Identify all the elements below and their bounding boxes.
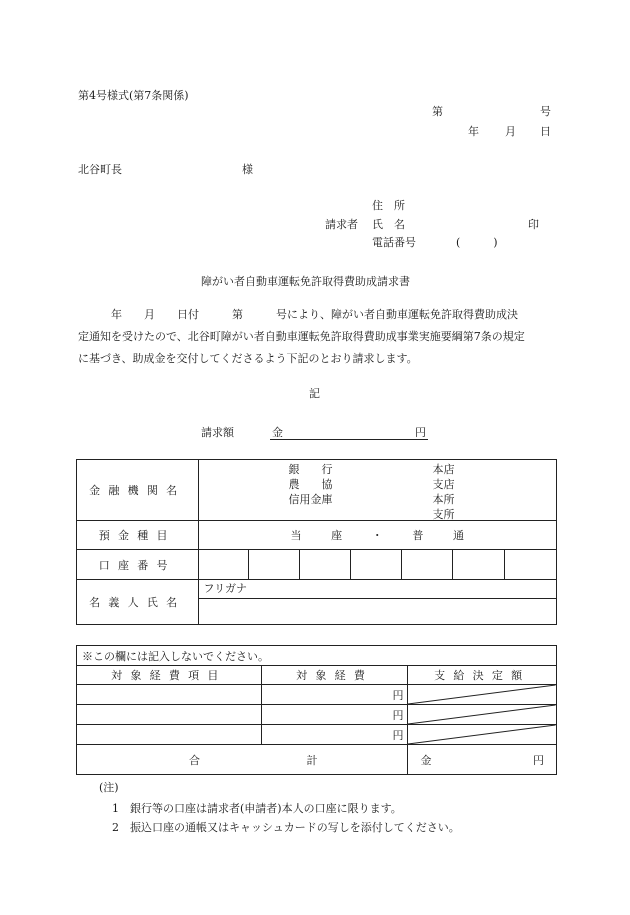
office-notice: ※この欄には記入しないでください。 (77, 646, 557, 666)
notes-heading: (注) (99, 781, 119, 794)
total-label-2: 計 (306, 753, 318, 767)
amount-label: 請求額 (201, 426, 234, 439)
item-cell[interactable] (77, 725, 262, 745)
total-amount-cell[interactable] (408, 745, 557, 775)
item-cell[interactable] (77, 705, 262, 725)
decision-cell (408, 685, 557, 705)
yen-unit: 円 (392, 708, 404, 722)
total-prefix: 金 (420, 753, 432, 767)
total-label-1: 合 (189, 753, 200, 767)
form-number: 第4号様式(第7条関係) (78, 89, 189, 102)
yen-unit: 円 (392, 728, 404, 742)
holder-label: 名義人氏名 (77, 580, 199, 625)
office-table (76, 645, 557, 775)
cost-cell[interactable] (261, 685, 408, 705)
account-digit[interactable] (351, 550, 402, 580)
branch-head: 本所 (432, 493, 455, 506)
body-line: 年 月 日付 第 号により、障がい者自動車運転免許取得費助成決 (78, 308, 518, 321)
note-item: 2 振込口座の通帳又はキャッシュカードの写しを添付してください。 (112, 821, 460, 834)
option-current-2[interactable]: 座 (331, 529, 343, 542)
holder-name-cell[interactable] (198, 599, 556, 625)
amount-prefix: 金 (272, 426, 283, 439)
account-digit[interactable] (505, 550, 557, 580)
body-line: に基づき、助成金を交付してくださるよう下記のとおり請求します。 (78, 352, 418, 365)
ki-mark: 記 (309, 387, 320, 400)
type-credit: 信用金庫 (288, 493, 333, 506)
body-paragraph (78, 304, 558, 370)
furigana-cell[interactable] (198, 580, 556, 599)
account-digit[interactable] (198, 550, 249, 580)
branch-types (433, 462, 455, 522)
body-line: 定通知を受けたので、北谷町障がい者自動車運転免許取得費助成事業実施要綱第7条の規定 (78, 330, 525, 343)
option-separator: ・ (371, 529, 383, 542)
type-agri: 農 協 (288, 478, 333, 491)
header-cost: 対象経費 (261, 666, 408, 685)
account-digit[interactable] (402, 550, 453, 580)
yen-unit: 円 (392, 688, 404, 702)
branch-sub: 支店 (432, 478, 455, 491)
deposit-label: 預金種目 (77, 521, 199, 550)
total-label-cell (77, 745, 408, 775)
account-digit[interactable] (453, 550, 505, 580)
cost-cell[interactable] (261, 705, 408, 725)
amount-suffix: 円 (415, 426, 426, 439)
institution-cell[interactable] (198, 460, 556, 521)
addressee-name: 北谷町長 (78, 163, 122, 176)
branch-main: 本店 (432, 463, 455, 476)
total-suffix: 円 (533, 753, 544, 767)
deposit-type-cell[interactable] (198, 521, 556, 550)
amount-line (270, 425, 428, 440)
item-cell[interactable] (77, 685, 262, 705)
institution-types (289, 462, 333, 507)
applicant-role: 請求者 (325, 218, 358, 231)
option-ordinary-2[interactable]: 通 (452, 529, 464, 542)
name-label: 氏 名 (372, 218, 405, 231)
type-bank: 銀 行 (288, 463, 333, 476)
date-day: 日 (540, 125, 551, 138)
phone-label: 電話番号 (372, 236, 416, 249)
date-year: 年 (468, 125, 479, 138)
decision-cell (408, 725, 557, 745)
addressee-honorific: 様 (242, 163, 253, 176)
doc-number-suffix: 号 (540, 105, 551, 118)
header-decision: 支給決定額 (408, 666, 557, 685)
address-label: 住 所 (372, 199, 405, 212)
deposit-options (199, 527, 556, 543)
institution-label: 金融機関名 (77, 460, 199, 521)
option-ordinary-1[interactable]: 普 (412, 529, 424, 542)
furigana-label: フリガナ (203, 582, 247, 595)
account-digit[interactable] (249, 550, 300, 580)
account-label: 口座番号 (77, 550, 199, 580)
seal-mark: 印 (528, 218, 539, 231)
phone-paren: ( ) (456, 236, 498, 249)
decision-cell (408, 705, 557, 725)
note-item: 1 銀行等の口座は請求者(申請者)本人の口座に限ります。 (112, 802, 402, 815)
date-month: 月 (505, 125, 516, 138)
doc-number-prefix: 第 (432, 105, 443, 118)
document-title: 障がい者自動車運転免許取得費助成請求書 (201, 275, 410, 288)
option-current-1[interactable]: 当 (290, 529, 302, 542)
cost-cell[interactable] (261, 725, 408, 745)
account-digit[interactable] (300, 550, 351, 580)
header-item: 対象経費項目 (77, 666, 262, 685)
bank-table (76, 459, 557, 625)
branch-office: 支所 (432, 508, 455, 521)
